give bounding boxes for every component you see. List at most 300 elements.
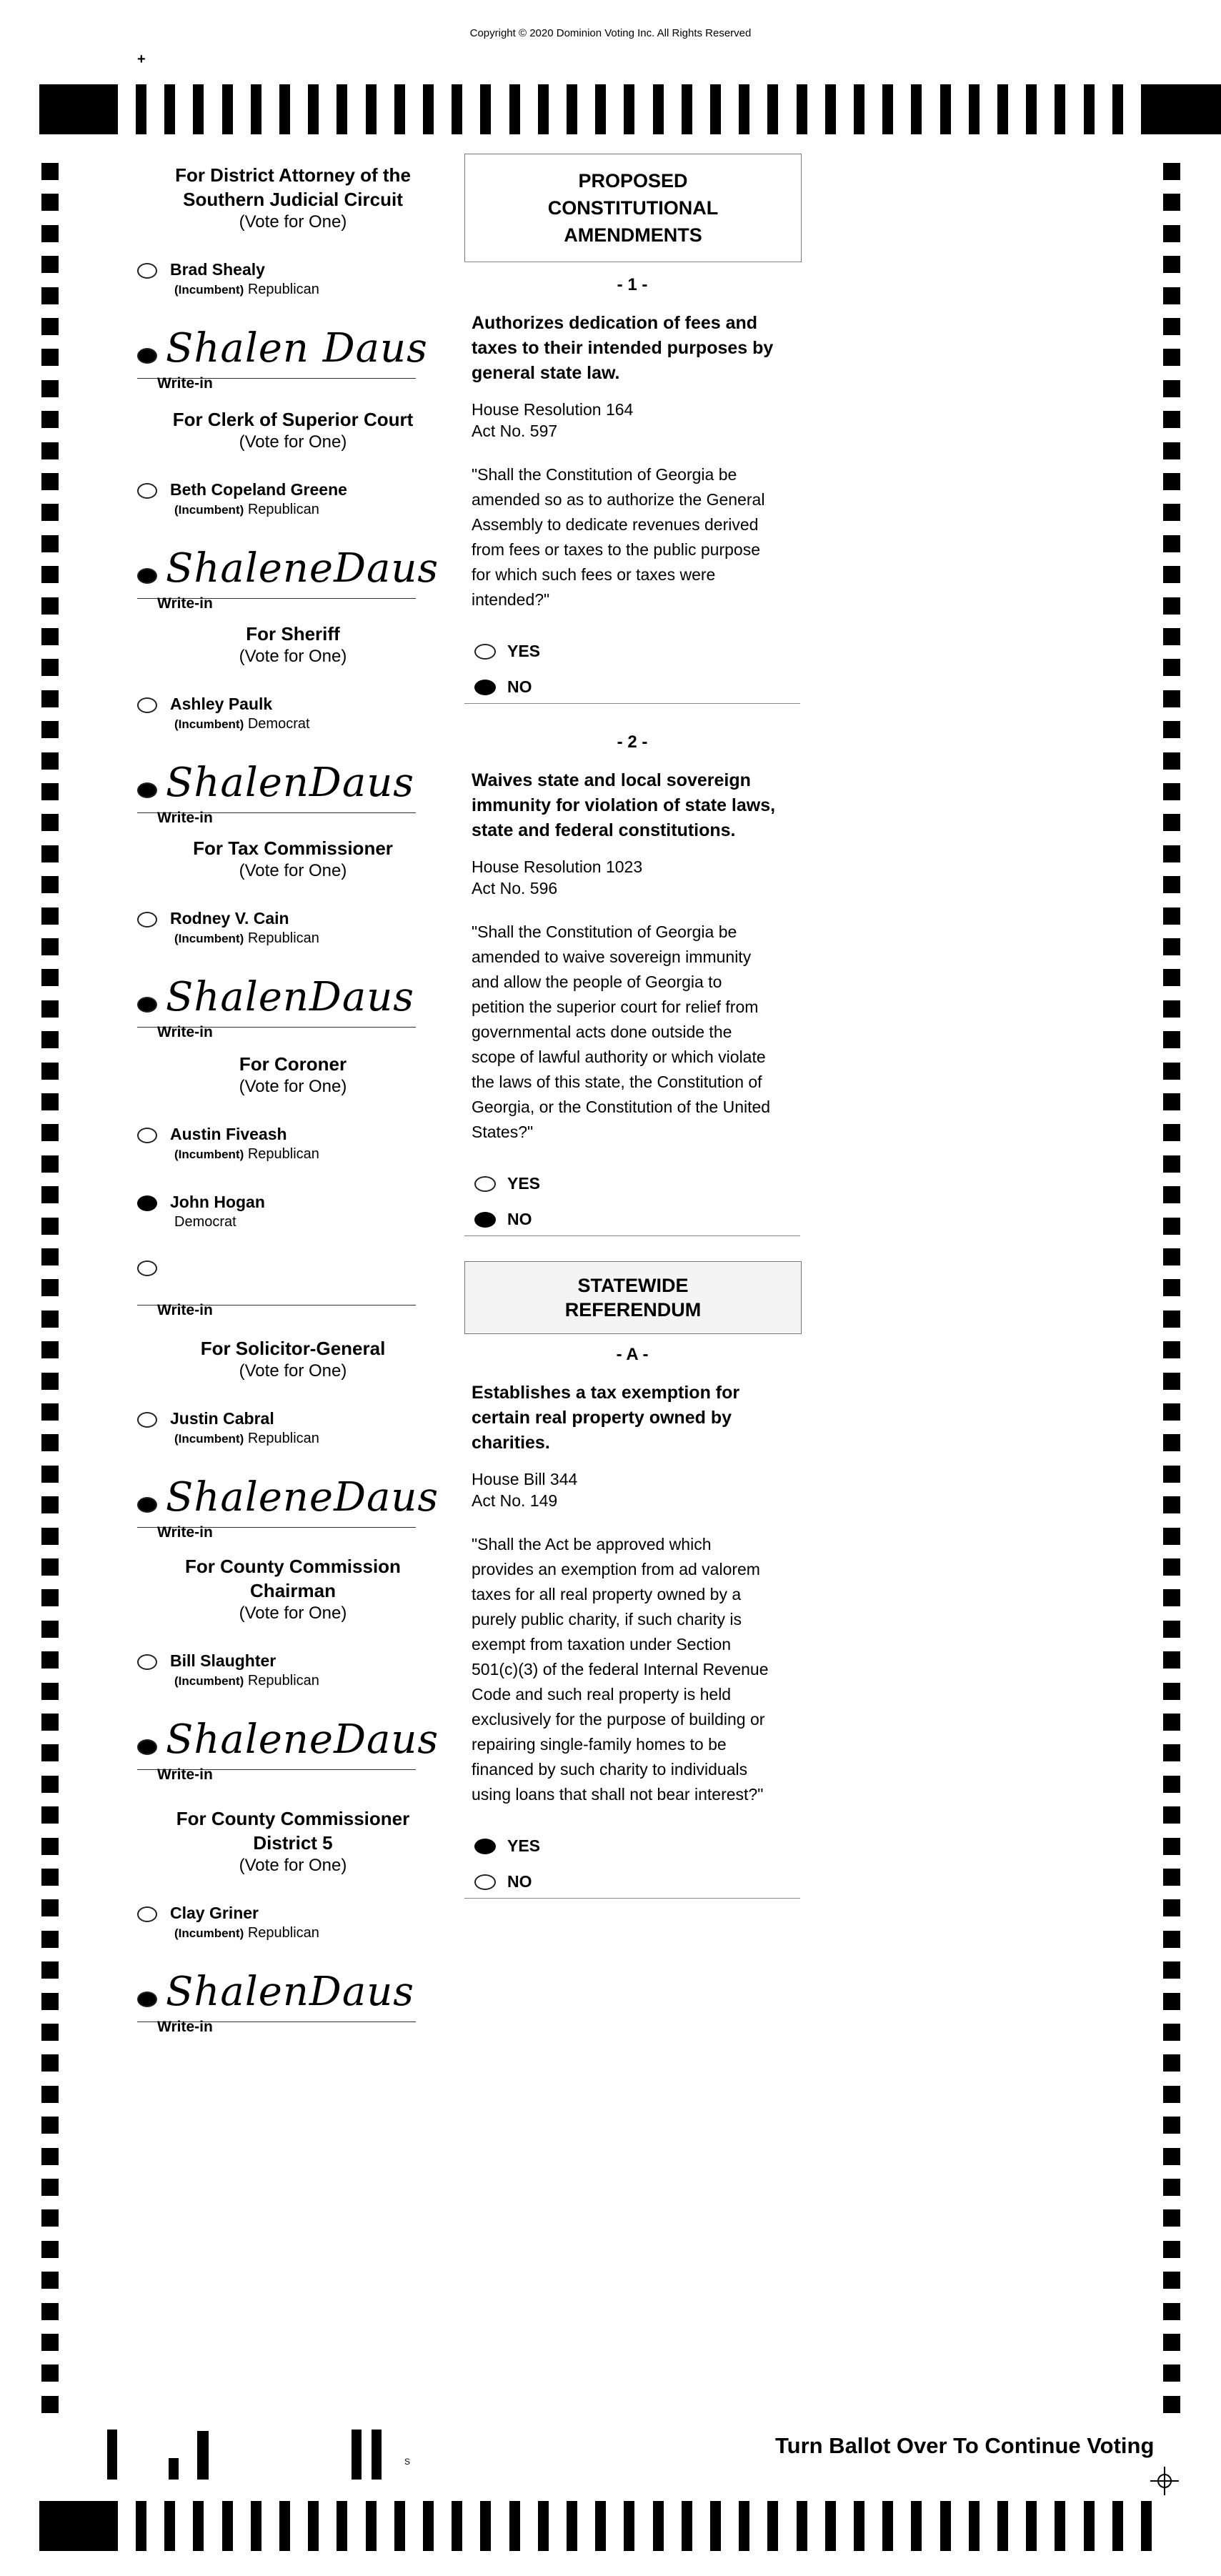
candidate-oval[interactable] [137, 1906, 157, 1922]
right-timing-mark [1163, 659, 1180, 676]
amendment-2-title-line: Waives state and local sovereign [472, 770, 751, 790]
left-timing-mark [41, 1186, 59, 1203]
contest-title: For County Commission [185, 1556, 401, 1577]
amendment-2-text-line: petition the superior court for relief from [472, 998, 759, 1016]
right-timing-mark [1163, 2179, 1180, 2196]
referendum-a-text-line: exclusively for the purpose of building or [472, 1710, 765, 1729]
amendment-1-text-line: Assembly to dedicate revenues derived [472, 515, 759, 534]
timing-bar [136, 84, 146, 134]
left-timing-mark [41, 1031, 59, 1048]
amendment-1-text-line: intended?" [472, 590, 550, 609]
left-timing-mark [41, 969, 59, 986]
write-in-label: Write-in [157, 375, 213, 392]
right-timing-mark [1163, 2086, 1180, 2103]
timing-bar [710, 2501, 721, 2551]
write-in-oval[interactable] [137, 997, 157, 1013]
candidate-oval[interactable] [137, 263, 157, 279]
timing-bar [911, 84, 922, 134]
write-in-oval[interactable] [137, 1497, 157, 1513]
left-timing-mark [41, 535, 59, 552]
right-timing-mark [1163, 256, 1180, 273]
amendment-1-reference: Act No. 597 [472, 422, 558, 440]
left-timing-mark [41, 1899, 59, 1916]
timing-bar [595, 84, 606, 134]
left-timing-mark [41, 349, 59, 366]
incumbent-label: (Incumbent) [174, 503, 244, 517]
right-timing-mark [1163, 1403, 1180, 1421]
timing-bar [308, 84, 319, 134]
left-timing-mark [41, 752, 59, 770]
candidate-oval[interactable] [137, 912, 157, 928]
write-in-option[interactable] [137, 974, 430, 1048]
right-timing-mark [1163, 814, 1180, 831]
right-timing-mark [1163, 1279, 1180, 1296]
timing-bar [337, 2501, 347, 2551]
candidate-oval[interactable] [137, 1654, 157, 1670]
right-timing-mark [1163, 1589, 1180, 1606]
no-oval[interactable] [474, 1874, 496, 1890]
write-in-oval[interactable] [137, 782, 157, 798]
timing-bar [1084, 84, 1095, 134]
candidate-option[interactable] [137, 1125, 423, 1168]
right-timing-mark [1163, 225, 1180, 242]
left-timing-mark [41, 194, 59, 211]
contest-title: For County Commissioner [176, 1808, 410, 1829]
right-timing-mark [1163, 1838, 1180, 1855]
timing-bar [251, 2501, 261, 2551]
left-timing-mark [41, 1373, 59, 1390]
left-timing-mark [41, 2086, 59, 2103]
timing-block [39, 2501, 118, 2551]
write-in-label: Write-in [157, 595, 213, 612]
yes-oval[interactable] [474, 1839, 496, 1854]
referendum-a-title-line: certain real property owned by [472, 1408, 732, 1428]
left-timing-mark [41, 597, 59, 615]
write-in-oval[interactable] [137, 348, 157, 364]
timing-bar [1084, 2501, 1095, 2551]
write-in-option[interactable] [137, 1971, 430, 2043]
amendment-1-title-line: Authorizes dedication of fees and [472, 313, 758, 333]
referendum-a-text-line: using loans that shall not bear interest?" [472, 1785, 764, 1804]
candidate-name: Brad Shealy [170, 260, 265, 279]
write-in-option[interactable] [137, 762, 430, 834]
referendum-a-yes-option[interactable] [474, 1836, 617, 1858]
candidate-option[interactable] [137, 480, 423, 523]
footer-bar [372, 2430, 382, 2480]
timing-bar [509, 2501, 520, 2551]
left-timing-mark [41, 1218, 59, 1235]
yes-oval[interactable] [474, 1176, 496, 1192]
timing-bar [1141, 2501, 1152, 2551]
registration-plus: + [137, 51, 146, 67]
left-timing-mark [41, 2148, 59, 2165]
timing-bar [624, 2501, 634, 2551]
turn-ballot-over-text: Turn Ballot Over To Continue Voting [775, 2433, 1155, 2458]
right-timing-mark [1163, 1031, 1180, 1048]
candidate-option[interactable] [137, 1409, 423, 1452]
party-name: Democrat [247, 716, 310, 732]
write-in-option[interactable] [137, 325, 430, 399]
referendum-a-title-line: Establishes a tax exemption for [472, 1383, 740, 1403]
candidate-oval[interactable] [137, 483, 157, 499]
timing-bar [567, 84, 577, 134]
amendment-2-text-line: "Shall the Constitution of Georgia be [472, 923, 737, 941]
referendum-heading-1: STATEWIDE [577, 1275, 689, 1296]
right-timing-mark [1163, 1869, 1180, 1886]
party-name: Democrat [174, 1214, 236, 1230]
footer-bar [169, 2458, 179, 2480]
left-timing-mark [41, 225, 59, 242]
referendum-a-title-line: charities. [472, 1433, 550, 1453]
right-timing-mark [1163, 194, 1180, 211]
timing-bar [1055, 2501, 1065, 2551]
no-label: NO [507, 1872, 532, 1891]
amendment-1-text-line: "Shall the Constitution of Georgia be [472, 465, 737, 484]
bottom-timing-marks [39, 2501, 1182, 2551]
right-timing-mark [1163, 2241, 1180, 2258]
write-in-option[interactable] [137, 545, 439, 620]
referendum-a-text-line: repairing single-family homes to be [472, 1735, 727, 1754]
right-timing-mark [1163, 411, 1180, 428]
incumbent-label: (Incumbent) [174, 1432, 244, 1446]
timing-bar [940, 84, 951, 134]
timing-bar [710, 84, 721, 134]
amendment-2-text-line: States?" [472, 1123, 534, 1141]
party-name: Republican [247, 282, 319, 297]
right-timing-mark [1163, 2209, 1180, 2227]
write-in-label: Write-in [157, 810, 213, 826]
timing-bar [164, 84, 175, 134]
referendum-a-number: - A - [616, 1345, 649, 1364]
candidate-option[interactable] [137, 1904, 423, 1946]
left-timing-mark [41, 2272, 59, 2289]
referendum-a-text-line: purely public charity, if such charity is [472, 1610, 742, 1628]
timing-bar [882, 84, 893, 134]
footer-small-mark: S [404, 2457, 411, 2467]
left-timing-mark [41, 411, 59, 428]
referendum-a-text-line: exempt from taxation under Section [472, 1635, 732, 1653]
amendments-heading-3: AMENDMENTS [564, 224, 702, 246]
right-timing-mark [1163, 1683, 1180, 1700]
referendum-a-text-line: "Shall the Act be approved which [472, 1535, 712, 1553]
amendment-1-reference: House Resolution 164 [472, 400, 634, 419]
right-timing-mark [1163, 907, 1180, 925]
left-timing-mark [41, 1496, 59, 1513]
right-timing-mark [1163, 938, 1180, 955]
right-timing-mark [1163, 1993, 1180, 2010]
right-timing-mark [1163, 845, 1180, 862]
left-timing-mark [41, 2209, 59, 2227]
timing-bar [136, 2501, 146, 2551]
write-in-oval[interactable] [137, 568, 157, 584]
timing-bar [279, 84, 290, 134]
left-timing-mark [41, 2241, 59, 2258]
timing-bar [1112, 2501, 1123, 2551]
timing-bar [739, 84, 749, 134]
party-name: Republican [247, 1925, 319, 1941]
right-timing-mark [1163, 721, 1180, 738]
left-timing-mark [41, 938, 59, 955]
candidate-name: Ashley Paulk [170, 695, 273, 713]
left-timing-mark [41, 380, 59, 397]
right-timing-mark [1163, 1528, 1180, 1545]
left-timing-mark [41, 1589, 59, 1606]
right-timing-mark [1163, 1311, 1180, 1328]
timing-bar [222, 84, 233, 134]
right-timing-mark [1163, 1714, 1180, 1731]
referendum-a-text-line: 501(c)(3) of the federal Internal Revenue [472, 1660, 769, 1679]
left-timing-mark [41, 2334, 59, 2351]
handwritten-signature: ShaleneDaus [166, 1474, 439, 1521]
no-label: NO [507, 677, 532, 696]
write-in-label: Write-in [157, 1524, 213, 1541]
incumbent-label: (Incumbent) [174, 1926, 244, 1940]
incumbent-label: (Incumbent) [174, 283, 244, 297]
copyright-notice: Copyright © 2020 Dominion Voting Inc. All Rights Reserved [469, 27, 752, 39]
vote-for-one: (Vote for One) [239, 861, 347, 880]
amendment-1-no-option[interactable] [474, 677, 617, 699]
left-timing-mark [41, 566, 59, 583]
amendment-1-text-line: for which such fees or taxes were [472, 565, 716, 584]
timing-bar [337, 84, 347, 134]
candidate-party [174, 1925, 319, 1941]
left-timing-mark [41, 287, 59, 304]
referendum-heading-2: REFERENDUM [564, 1299, 702, 1321]
timing-bar [366, 84, 377, 134]
amendment-1-number: - 1 - [617, 275, 648, 294]
right-timing-mark [1163, 876, 1180, 893]
timing-bar [193, 84, 204, 134]
contest-title: For Coroner [239, 1053, 347, 1075]
left-timing-mark [41, 1311, 59, 1328]
right-timing-mark [1163, 1558, 1180, 1576]
timing-bar [423, 84, 434, 134]
referendum-a-reference: House Bill 344 [472, 1470, 578, 1488]
timing-bar [882, 2501, 893, 2551]
timing-bar [624, 84, 634, 134]
right-timing-mark [1163, 1961, 1180, 1979]
write-in-option[interactable] [137, 1716, 439, 1791]
party-name: Republican [247, 1146, 319, 1162]
right-timing-mark [1163, 2117, 1180, 2134]
right-timing-mark [1163, 2334, 1180, 2351]
handwritten-signature: Shalen Daus [166, 325, 428, 372]
candidate-oval[interactable] [137, 1128, 157, 1143]
yes-oval[interactable] [474, 644, 496, 660]
right-timing-mark [1163, 1124, 1180, 1141]
write-in-oval[interactable] [137, 1739, 157, 1755]
left-timing-mark [41, 1714, 59, 1731]
top-timing-marks [39, 84, 1182, 134]
left-timing-mark [41, 2117, 59, 2134]
candidate-party [174, 716, 310, 732]
amendment-1-text-line: amended so as to authorize the General [472, 490, 765, 509]
timing-bar [997, 84, 1008, 134]
left-timing-mark [41, 256, 59, 273]
party-name: Republican [247, 930, 319, 946]
amendment-2-reference: House Resolution 1023 [472, 857, 643, 876]
left-timing-mark [41, 2054, 59, 2072]
right-timing-mark [1163, 504, 1180, 521]
no-oval[interactable] [474, 1212, 496, 1228]
left-timing-mark [41, 783, 59, 800]
candidate-name: Bill Slaughter [170, 1651, 276, 1670]
left-timing-mark [41, 442, 59, 459]
amendment-2-text-line: scope of lawful authority or which violate [472, 1048, 766, 1066]
left-timing-mark [41, 1063, 59, 1080]
candidate-oval[interactable] [137, 1412, 157, 1428]
right-timing-mark [1163, 2272, 1180, 2289]
amendments-heading-2: CONSTITUTIONAL [547, 197, 719, 219]
right-timing-mark [1163, 1806, 1180, 1824]
left-timing-mark [41, 1434, 59, 1451]
referendum-a-text-line: provides an exemption from ad valorem [472, 1560, 760, 1578]
right-timing-mark [1163, 349, 1180, 366]
yes-label: YES [507, 1836, 541, 1855]
write-in-label: Write-in [157, 1302, 213, 1318]
write-in-oval[interactable] [137, 1260, 157, 1276]
left-timing-mark [41, 845, 59, 862]
right-timing-mark [1163, 380, 1180, 397]
write-in-label: Write-in [157, 1024, 213, 1040]
amendment-2-no-option[interactable] [474, 1210, 617, 1231]
right-timing-mark [1163, 969, 1180, 986]
no-oval[interactable] [474, 680, 496, 695]
right-timing-mark [1163, 1155, 1180, 1173]
handwritten-signature: ShalenDaus [166, 760, 415, 806]
left-timing-mark [41, 2396, 59, 2413]
party-name: Republican [247, 502, 319, 517]
right-timing-mark [1163, 1000, 1180, 1018]
left-timing-mark [41, 1279, 59, 1296]
left-timing-mark [41, 1651, 59, 1669]
footer-bar [352, 2430, 362, 2480]
handwritten-signature: ShalenDaus [166, 1969, 415, 2015]
timing-bar [825, 84, 836, 134]
right-timing-mark [1163, 1496, 1180, 1513]
left-timing-mark [41, 2024, 59, 2041]
timing-bar [394, 2501, 405, 2551]
footer-bar [107, 2430, 117, 2480]
right-timing-mark [1163, 1063, 1180, 1080]
right-timing-mark [1163, 1651, 1180, 1669]
left-timing-mark [41, 1155, 59, 1173]
right-timing-mark [1163, 597, 1180, 615]
right-timing-mark [1163, 1776, 1180, 1793]
amendment-2-text-line: and allow the people of Georgia to [472, 973, 722, 991]
candidate-oval[interactable] [137, 1195, 157, 1211]
amendment-2-yes-option[interactable] [474, 1174, 617, 1195]
amendment-2-text-line: Georgia, or the Constitution of the United [472, 1098, 771, 1116]
timing-bar [193, 2501, 204, 2551]
left-timing-mark [41, 907, 59, 925]
left-timing-mark [41, 1776, 59, 1793]
candidate-name: Beth Copeland Greene [170, 480, 347, 499]
timing-bar [854, 84, 864, 134]
timing-bar [739, 2501, 749, 2551]
amendments-heading-1: PROPOSED [578, 170, 688, 192]
right-timing-mark [1163, 473, 1180, 490]
left-timing-mark [41, 1869, 59, 1886]
timing-bar [164, 2501, 175, 2551]
candidate-option[interactable] [137, 695, 423, 737]
right-timing-mark [1163, 1744, 1180, 1761]
right-timing-mark [1163, 1434, 1180, 1451]
left-timing-mark [41, 1931, 59, 1948]
left-timing-mark [41, 1621, 59, 1638]
amendment-2-number: - 2 - [617, 732, 648, 752]
timing-bar [452, 84, 462, 134]
left-timing-mark [41, 1000, 59, 1018]
referendum-a-no-option[interactable] [474, 1872, 617, 1894]
left-timing-mark [41, 2364, 59, 2382]
left-timing-mark [41, 1744, 59, 1761]
left-timing-mark [41, 814, 59, 831]
vote-for-one: (Vote for One) [239, 1856, 347, 1875]
referendum-a-text-line: taxes for all real property owned by a [472, 1585, 742, 1603]
timing-bar [423, 2501, 434, 2551]
left-timing-mark [41, 1528, 59, 1545]
vote-for-one: (Vote for One) [239, 212, 347, 232]
right-timing-mark [1163, 2054, 1180, 2072]
left-timing-mark [41, 1403, 59, 1421]
handwritten-signature: ShaleneDaus [166, 545, 439, 592]
candidate-party [174, 502, 319, 518]
candidate-option[interactable] [137, 1651, 423, 1694]
left-timing-mark [41, 1961, 59, 1979]
yes-label: YES [507, 1174, 541, 1193]
left-timing-mark [41, 1838, 59, 1855]
candidate-oval[interactable] [137, 697, 157, 713]
write-in-oval[interactable] [137, 1991, 157, 2007]
timing-bar [366, 2501, 377, 2551]
right-timing-mark [1163, 442, 1180, 459]
party-name: Republican [247, 1673, 319, 1689]
incumbent-label: (Incumbent) [174, 1674, 244, 1688]
handwritten-signature: ShalenDaus [166, 974, 415, 1020]
timing-bar [509, 84, 520, 134]
contest-title: For Solicitor-General [200, 1338, 386, 1359]
vote-for-one: (Vote for One) [239, 1603, 347, 1623]
contest-title: For Tax Commissioner [193, 837, 393, 859]
right-timing-mark [1163, 1248, 1180, 1265]
timing-bar [1055, 84, 1065, 134]
timing-bar [251, 84, 261, 134]
amendment-1-yes-option[interactable] [474, 642, 617, 663]
timing-bar [1112, 84, 1123, 134]
amendment-2-title-line: state and federal constitutions. [472, 820, 736, 840]
candidate-option[interactable] [137, 1193, 423, 1235]
contest-subtitle: Southern Judicial Circuit [183, 189, 403, 210]
left-timing-mark [41, 876, 59, 893]
referendum-a-text-line: financed by such charity to individuals [472, 1760, 748, 1779]
timing-bar [222, 2501, 233, 2551]
crosshair-icon [1149, 2465, 1180, 2497]
timing-bar [653, 84, 664, 134]
vote-for-one: (Vote for One) [239, 1077, 347, 1096]
candidate-option[interactable] [137, 260, 423, 303]
left-timing-mark [41, 1124, 59, 1141]
candidate-option[interactable] [137, 909, 423, 952]
write-in-option[interactable] [137, 1260, 430, 1332]
timing-bar [797, 2501, 807, 2551]
amendment-1-title-line: taxes to their intended purposes by [472, 338, 774, 358]
timing-bar [480, 2501, 491, 2551]
write-in-label: Write-in [157, 2019, 213, 2035]
write-in-option[interactable] [137, 1474, 439, 1548]
contest-title: For Sheriff [246, 623, 340, 645]
timing-block [39, 84, 118, 134]
